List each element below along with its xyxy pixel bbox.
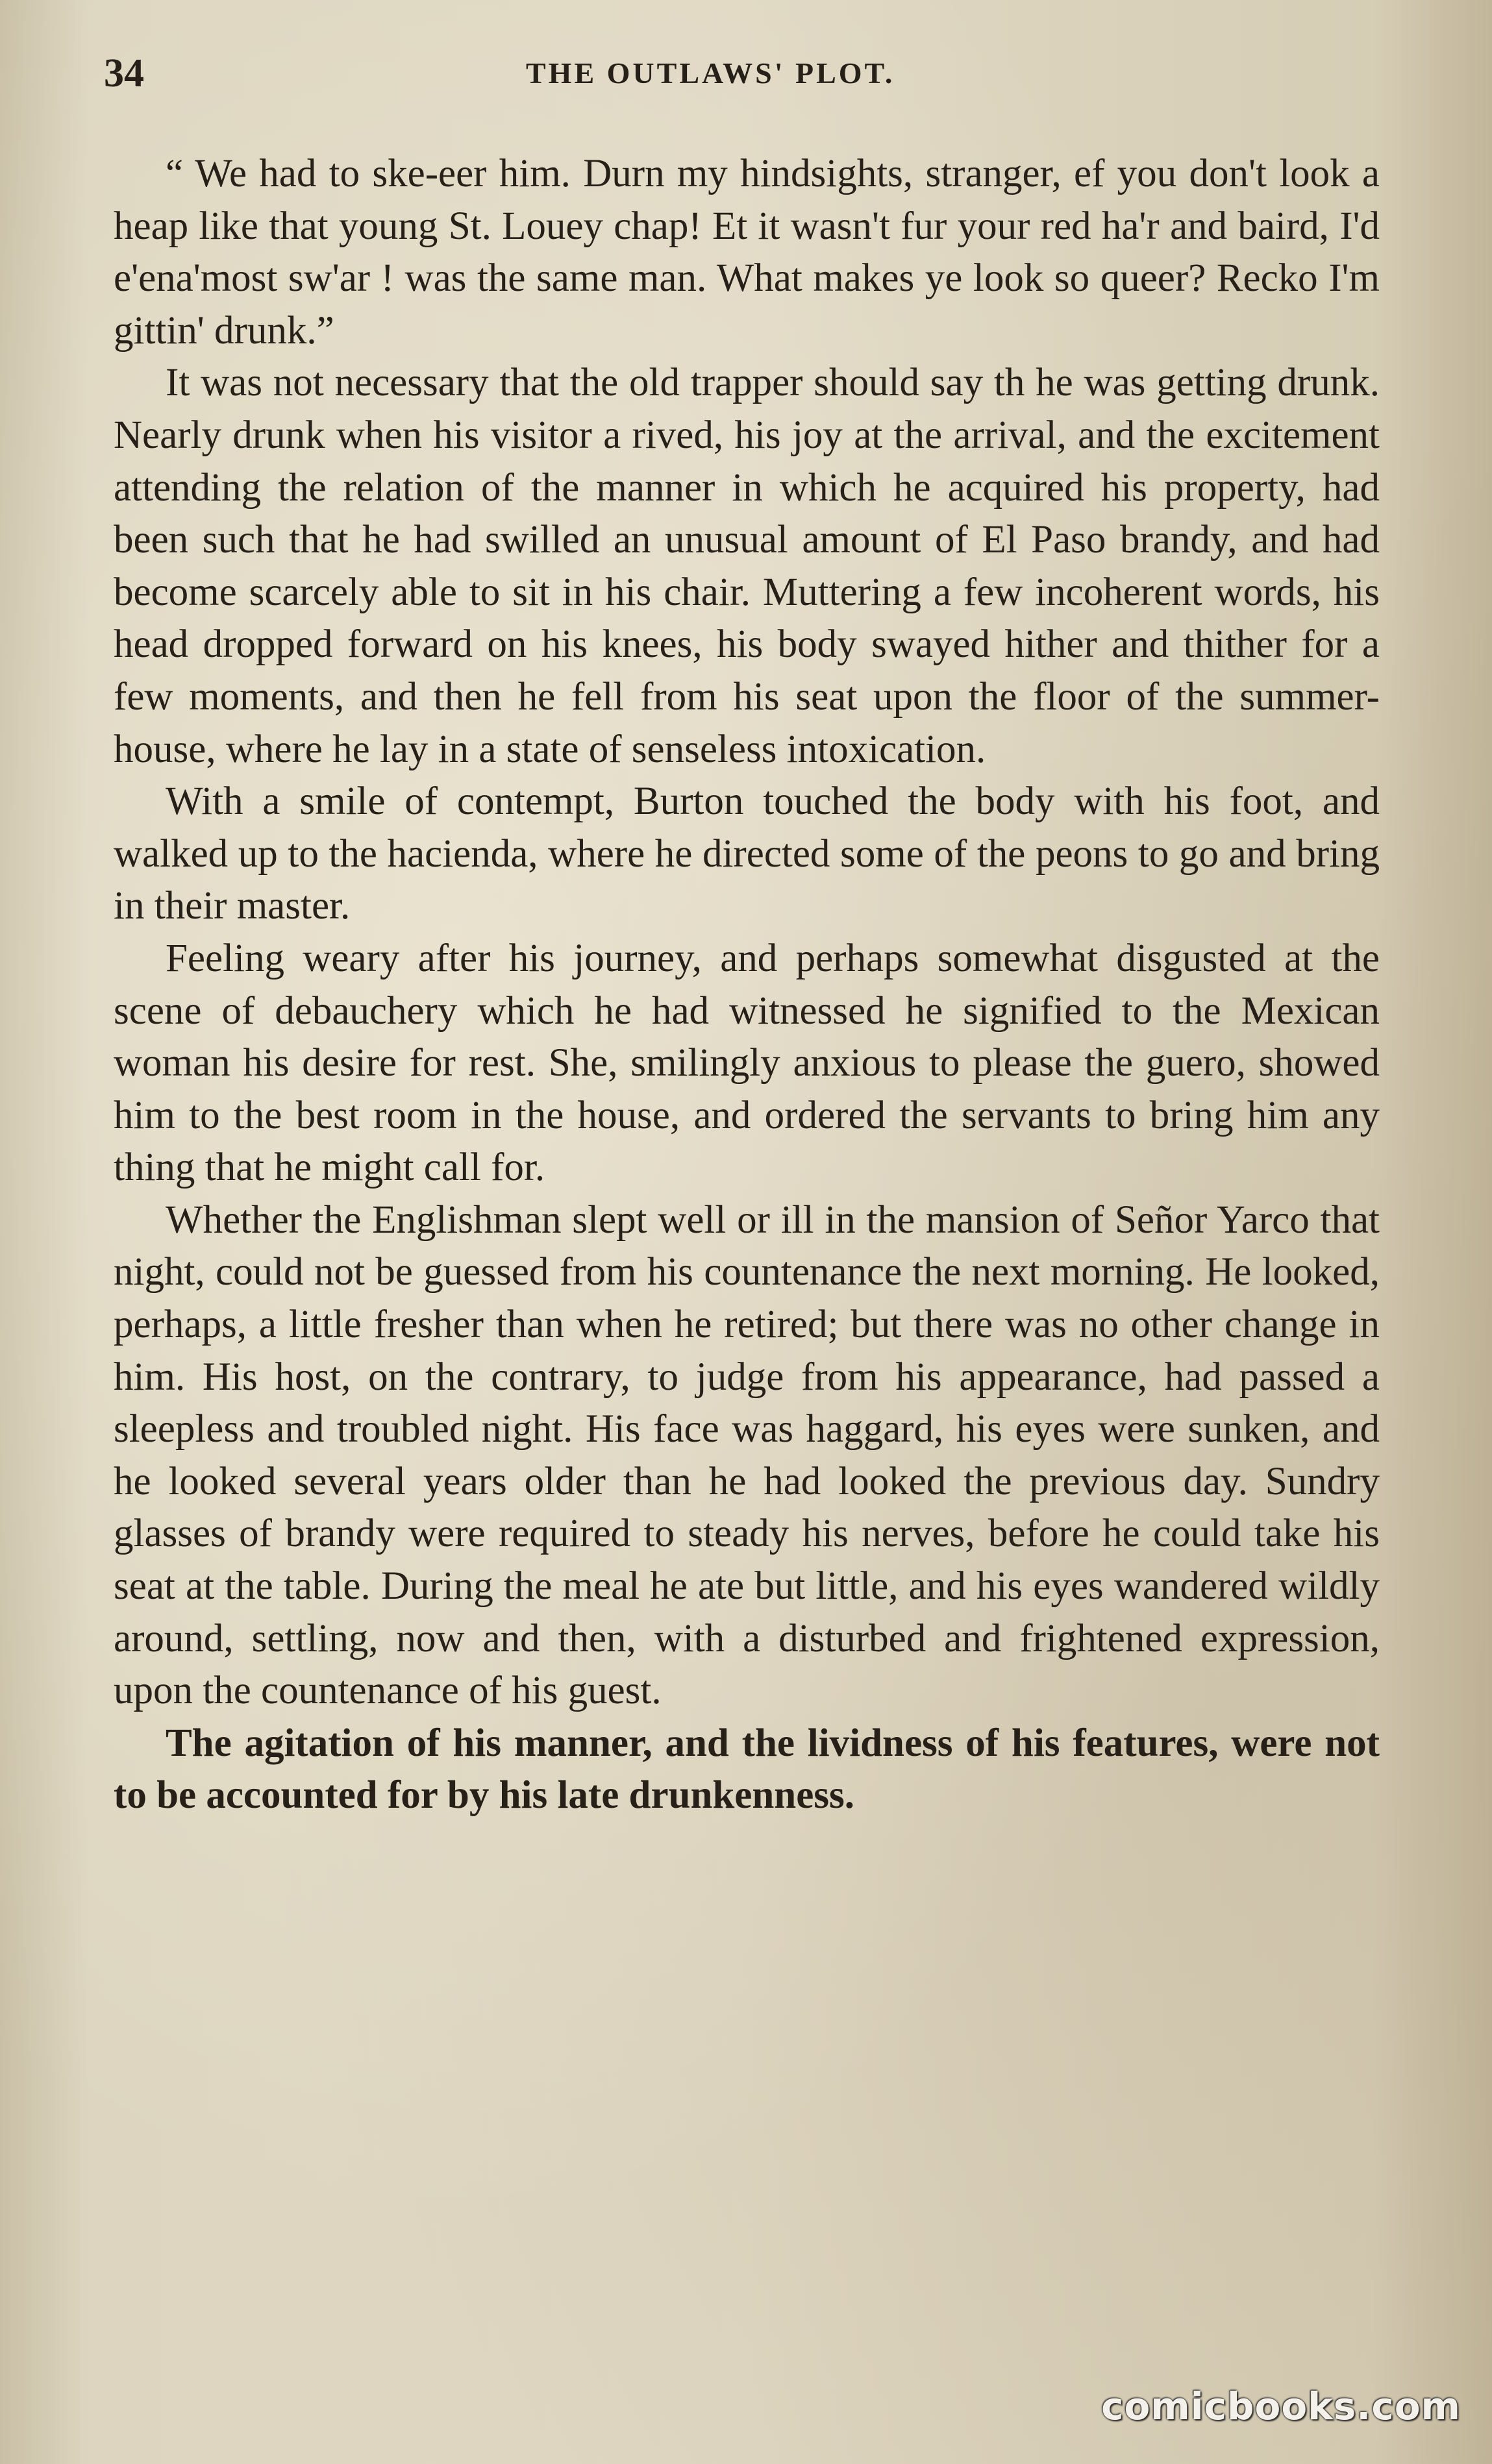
paragraph-agitation: The agitation of his manner, and the lividness of his features, were not to be accounted for by his late drunkenness. <box>114 1721 1380 1817</box>
running-title: THE OUTLAWS' PLOT. <box>526 56 895 90</box>
paragraph-rest: Feeling weary after his journey, and perhaps somewhat disgusted at the scene of debauchery which he had witnessed he signified to the Mexican woman his desire for rest. She, smilingly anxious to please the guero, showed him to the best room in the house, and ordered the servants to bring him any thing that he might call for. <box>114 936 1380 1190</box>
page-number: 34 <box>104 51 144 95</box>
paragraph-dialogue: “ We had to ske-eer him. Durn my hindsights, stranger, ef you don't look a heap like that young St. Louey chap! Et it wasn't fur your red ha'r and baird, I'd e'ena'most sw'ar ! was the same man. What makes ye look so queer? Recko I'm gittin' drunk.” <box>114 152 1380 352</box>
watermark: comicbooks.com <box>1101 2384 1461 2428</box>
paragraph-next-morning: Whether the Englishman slept well or ill in the mansion of Señor Yarco that night, could not be guessed from his countenance the next morning. He looked, perhaps, a little fresher than when he retired; but there was no other change in him. His host, on the contrary, to judge from his appearance, had passed a sleepless and troubled night. His face was haggard, his eyes were sunken, and he looked several years older than he had looked the previous day. Sundry glasses of brandy were required to steady his nerves, before he could take his seat at the table. During the meal he ate but little, and his eyes wandered wildly around, settling, now and then, with a disturbed and frightened expression, upon the countenance of his guest. <box>114 1198 1380 1713</box>
page-header <box>97 51 1396 103</box>
paragraph-trapper-drunk: It was not necessary that the old trapper should say th he was getting drunk. Nearly drunk when his visitor a rived, his joy at the arrival, and the excitement attending the relation of the manner in which he acquired his property, had been such that he had swilled an unusual amount of El Paso brandy, and had become scarcely able to sit in his chair. Muttering a few incoherent words, his head dropped forward on his knees, his body swayed hither and thither for a few moments, and then he fell from his seat upon the floor of the summer-house, where he lay in a state of senseless intoxication. <box>114 361 1380 771</box>
body-text <box>114 148 1380 1822</box>
paragraph-burton-contempt: With a smile of contempt, Burton touched the body with his foot, and walked up to the hacienda, where he directed some of the peons to go and bring in their master. <box>114 780 1380 928</box>
